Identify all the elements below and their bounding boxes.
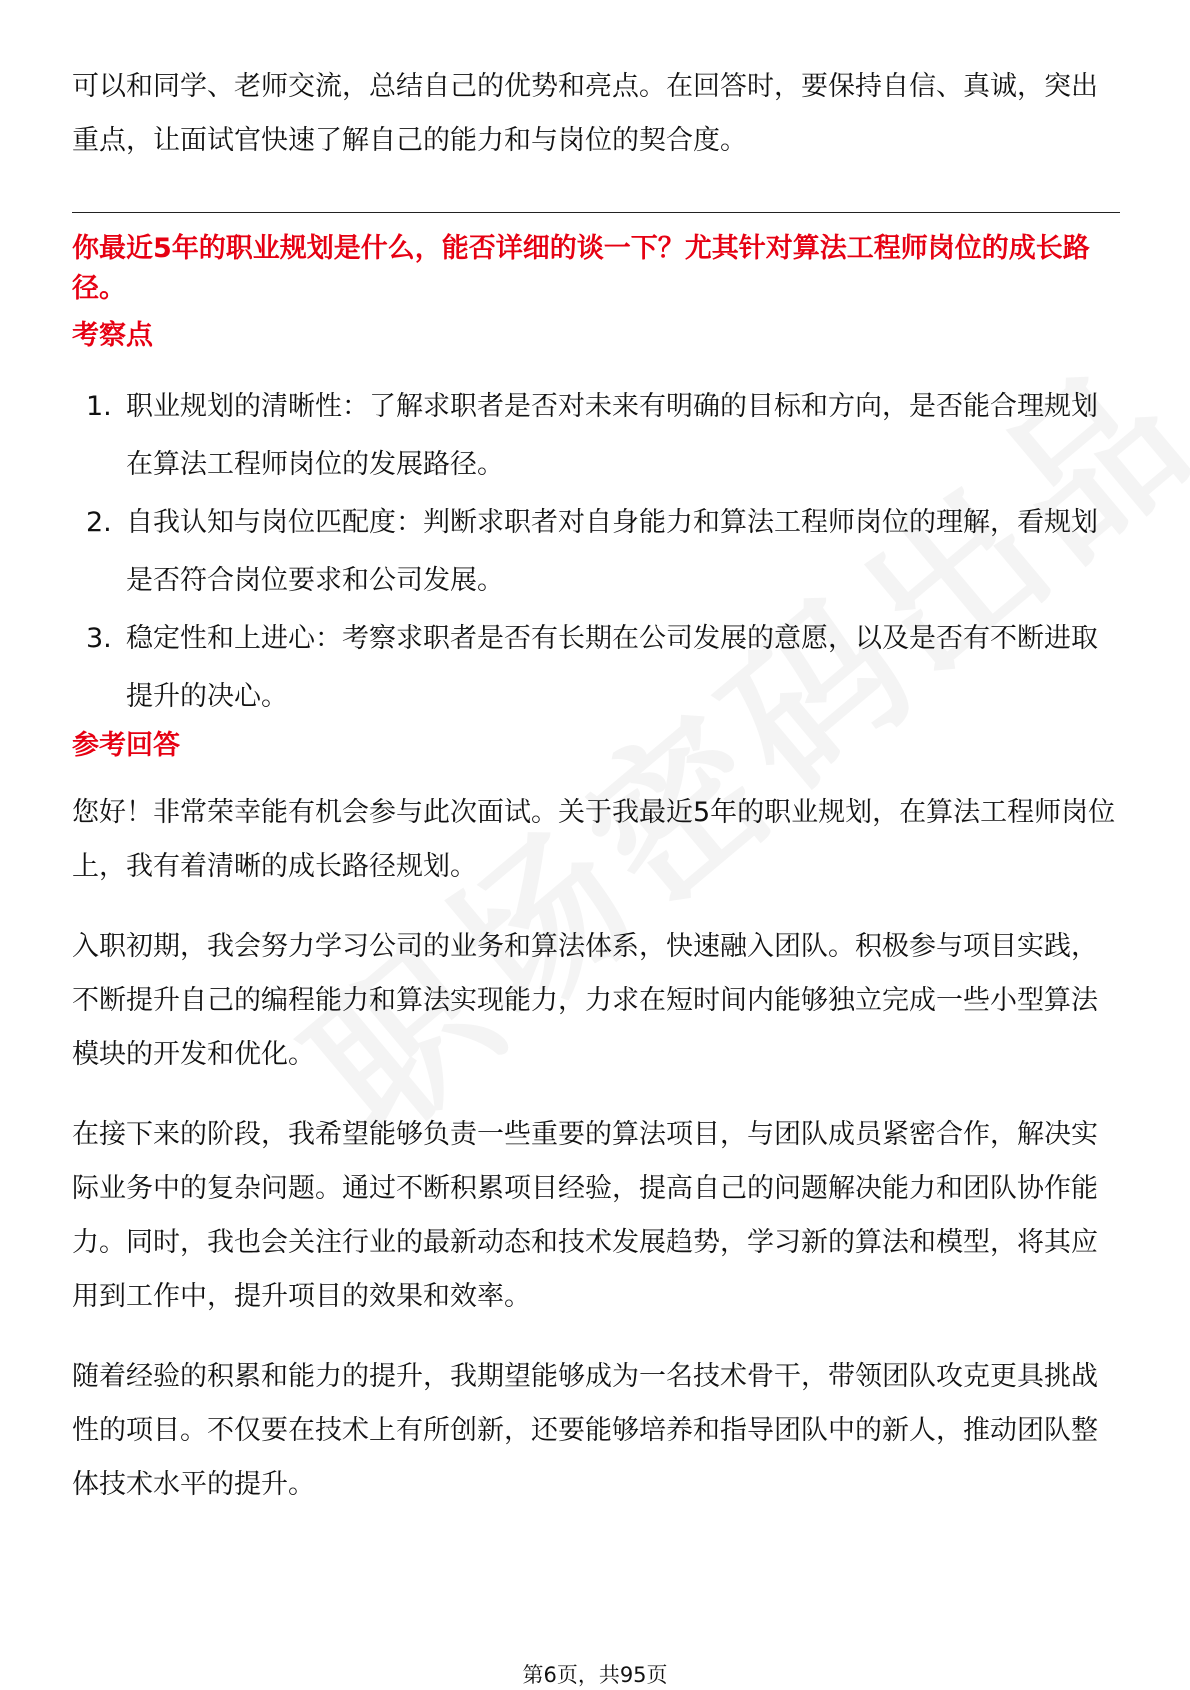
list-item [72,494,1120,610]
question-heading: 你最近5年的职业规划是什么，能否详细的谈一下？尤其针对算法工程师岗位的成长路径。 [72,233,1090,304]
list-item [72,610,1120,726]
list-item-text: 职业规划的清晰性：了解求职者是否对未来有明确的目标和方向，是否能合理规划在算法工程师岗位的发展路径。 [126,391,1098,480]
section-divider [72,212,1120,213]
assessment-list [72,378,1120,726]
page-number: 第6页，共95页 [522,1663,668,1687]
list-item [72,378,1120,494]
list-item-text: 自我认知与岗位匹配度：判断求职者对自身能力和算法工程师岗位的理解，看规划是否符合岗位要求和公司发展。 [126,507,1098,596]
reference-paragraph-4: 随着经验的积累和能力的提升，我期望能够成为一名技术骨干，带领团队攻克更具挑战性的项目。不仅要在技术上有所创新，还要能够培养和指导团队中的新人，推动团队整体技术水平的提升。 [72,1361,1098,1500]
list-item-number: 1. [86,391,112,422]
list-item-text: 稳定性和上进心：考察求职者是否有长期在公司发展的意愿，以及是否有不断进取提升的决心。 [126,623,1098,712]
reference-paragraph-2: 入职初期，我会努力学习公司的业务和算法体系，快速融入团队。积极参与项目实践，不断提升自己的编程能力和算法实现能力，力求在短时间内能够独立完成一些小型算法模块的开发和优化。 [72,931,1098,1070]
reference-paragraph-3: 在接下来的阶段，我希望能够负责一些重要的算法项目，与团队成员紧密合作，解决实际业务中的复杂问题。通过不断积累项目经验，提高自己的问题解决能力和团队协作能力。同时，我也会关注行业的最新动态和技术发展趋势，学习新的算法和模型，将其应用到工作中，提升项目的效果和效率。 [72,1119,1098,1312]
intro-paragraph: 可以和同学、老师交流，总结自己的优势和亮点。在回答时，要保持自信、真诚，突出重点，让面试官快速了解自己的能力和与岗位的契合度。 [72,71,1098,156]
list-item-number: 3. [86,623,112,654]
assessment-title: 考察点 [72,320,153,351]
reference-title: 参考回答 [72,730,180,761]
list-item-number: 2. [86,507,112,538]
reference-paragraph-1: 您好！非常荣幸能有机会参与此次面试。关于我最近5年的职业规划，在算法工程师岗位上，我有着清晰的成长路径规划。 [72,797,1116,882]
